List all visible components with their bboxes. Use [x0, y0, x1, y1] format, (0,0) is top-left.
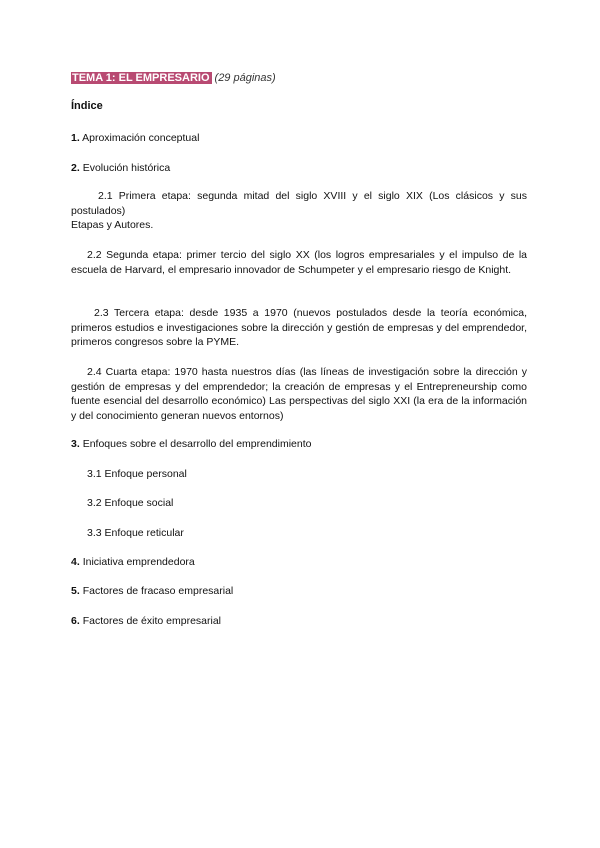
entry-number: 3.: [71, 438, 80, 450]
index-entry-2-1-extra: Etapas y Autores.: [71, 219, 154, 231]
title-highlight: TEMA 1: EL EMPRESARIO: [72, 72, 210, 84]
index-entry-3-3: 3.3 Enfoque reticular: [87, 527, 184, 539]
entry-number: 5.: [71, 585, 80, 597]
index-entry-5: [71, 584, 233, 599]
index-entry-3-1: 3.1 Enfoque personal: [87, 468, 187, 480]
entry-number: 4.: [71, 556, 80, 568]
index-entry-1: [71, 131, 199, 146]
index-heading: Índice: [71, 100, 103, 112]
index-entry-2: [71, 161, 170, 176]
entry-text: Factores de éxito empresarial: [82, 615, 221, 627]
document-title: [71, 71, 276, 85]
entry-text: Factores de fracaso empresarial: [82, 585, 234, 597]
index-entry-2-3: 2.3 Tercera etapa: desde 1935 a 1970 (nuevos postulados desde la teoría económica, primeros estudios e investigaciones sobre la dirección y gestión de empresas y del emprendedor, primeros congresos sobre la PYME.: [71, 307, 527, 348]
entry-number: 1.: [71, 132, 80, 144]
index-entry-2-1: 2.1 Primera etapa: segunda mitad del siglo XVIII y el siglo XIX (Los clásicos y sus postulados): [71, 190, 527, 217]
entry-text: Iniciativa emprendedora: [82, 556, 195, 568]
entry-text: Evolución histórica: [82, 162, 171, 174]
entry-text: Enfoques sobre el desarrollo del emprendimiento: [82, 438, 312, 450]
entry-number: 2.: [71, 162, 80, 174]
index-entry-2-4: 2.4 Cuarta etapa: 1970 hasta nuestros días (las líneas de investigación sobre la dirección y gestión de empresas y del emprendedor; la creación de empresas y el Entrepreneurship como fuente esencial del desarrollo económico) Las perspectivas del siglo XXI (la era de la información y del conocimiento generan nuevos entornos): [71, 366, 527, 422]
index-entry-2-2: 2.2 Segunda etapa: primer tercio del siglo XX (los logros empresariales y el impulso de la escuela de Harvard, el empresario innovador de Schumpeter y el empresario riesgo de Knight.: [71, 249, 527, 276]
index-entry-4: [71, 555, 195, 570]
entry-text: Aproximación conceptual: [82, 132, 200, 144]
entry-number: 6.: [71, 615, 80, 627]
title-page-count: (29 páginas): [214, 72, 276, 84]
index-entry-3: [71, 437, 312, 452]
index-entry-6: [71, 614, 221, 629]
index-entry-3-2: 3.2 Enfoque social: [87, 497, 174, 509]
